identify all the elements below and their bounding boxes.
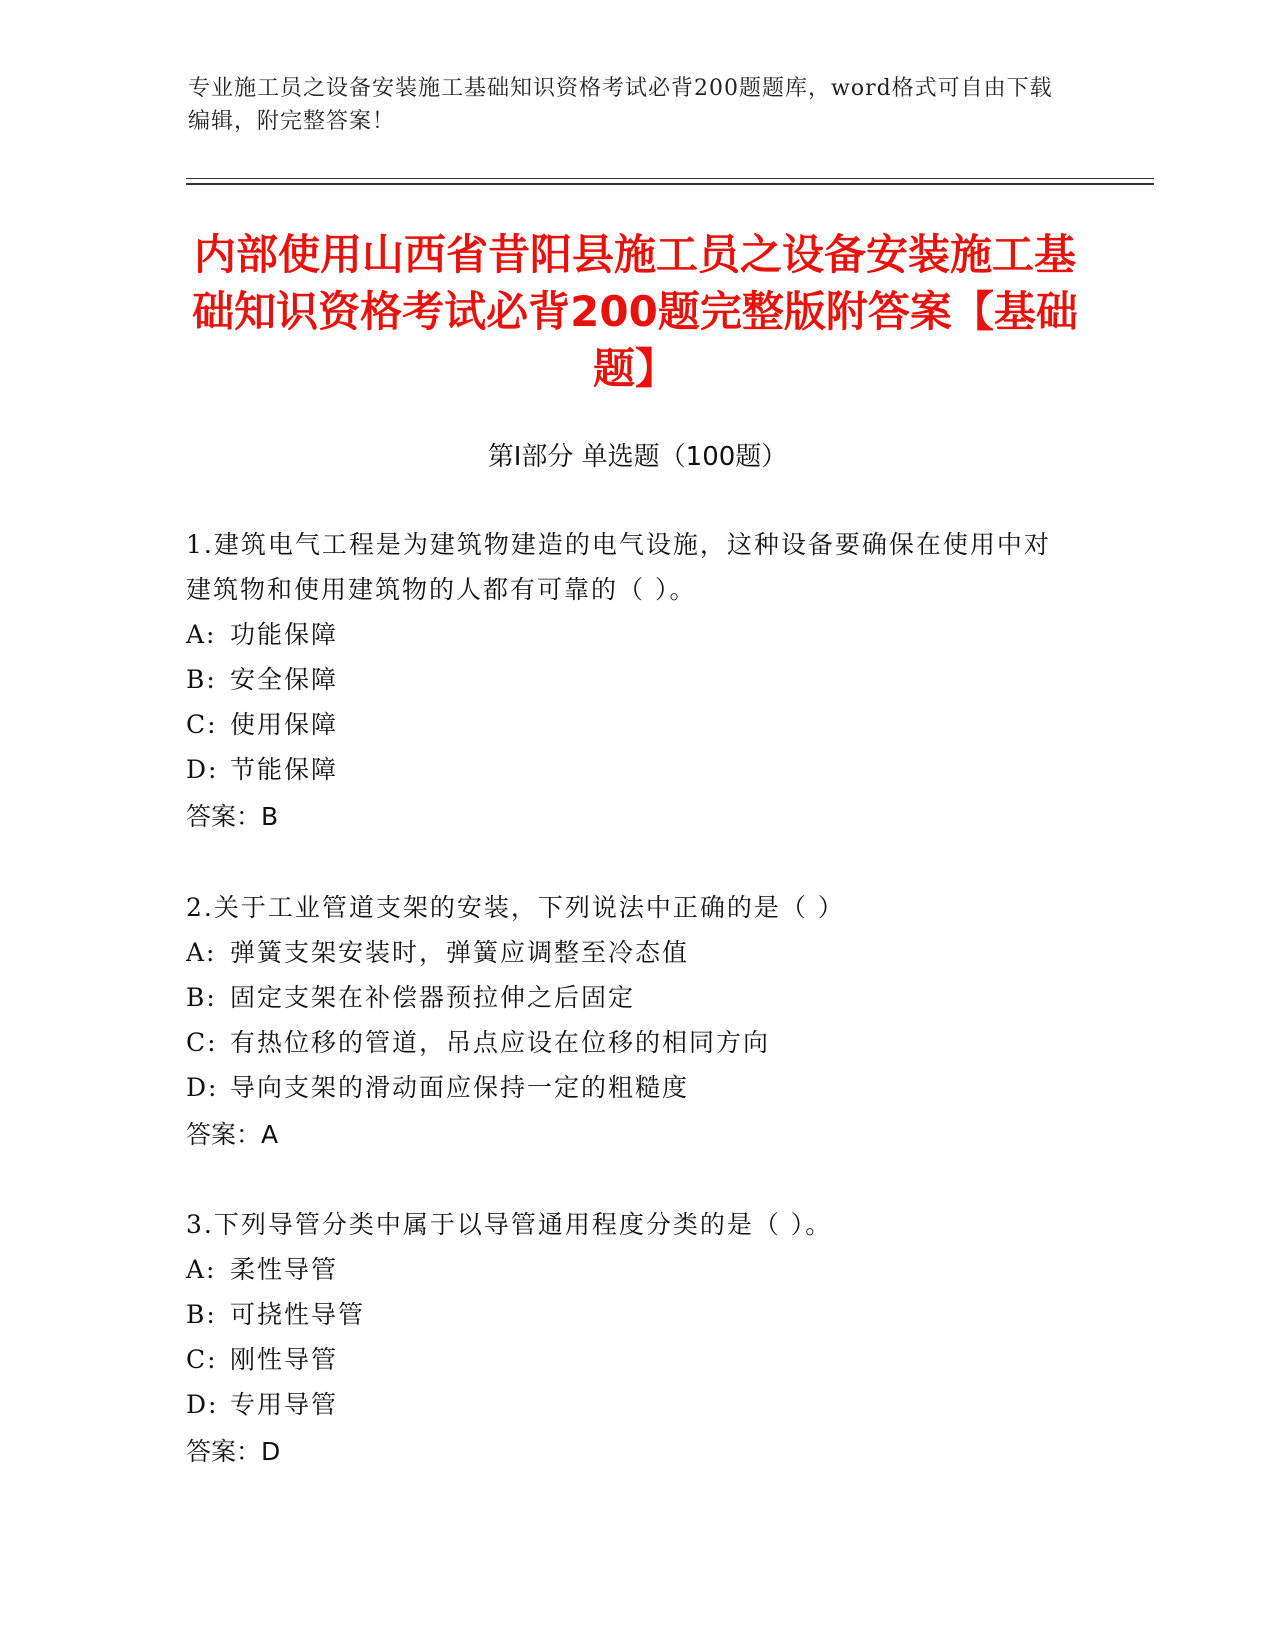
header-note: 专业施工员之设备安装施工基础知识资格考试必背200题题库，word格式可自由下载编辑，附完整答案！ — [188, 76, 1053, 134]
question-stem: 3.下列导管分类中属于以导管通用程度分类的是（ ）。 — [186, 1210, 833, 1239]
option-text: 固定支架在补偿器预拉伸之后固定 — [230, 983, 636, 1012]
option-d — [186, 1382, 1066, 1427]
option-c — [186, 1020, 1066, 1065]
option-d — [186, 747, 1066, 792]
option-text: 刚性导管 — [230, 1345, 339, 1374]
option-letter: A: — [186, 1255, 217, 1284]
header-rule-thick — [186, 183, 1154, 185]
option-letter: B: — [186, 983, 217, 1012]
question-stem: 1.建筑电气工程是为建筑物建造的电气设施，这种设备要确保在使用中对建筑物和使用建筑物的人都有可靠的（ ）。 — [186, 530, 1051, 604]
answer-line: 答案：B — [186, 802, 279, 831]
option-a — [186, 1247, 1066, 1292]
option-letter: B: — [186, 665, 217, 694]
option-text: 功能保障 — [230, 620, 339, 649]
answer-line: 答案：D — [186, 1437, 281, 1466]
option-list — [186, 612, 1066, 792]
section-heading: 第Ⅰ部分 单选题（100题） — [487, 442, 788, 472]
option-list — [186, 930, 1066, 1110]
option-a — [186, 612, 1066, 657]
option-text: 导向支架的滑动面应保持一定的粗糙度 — [230, 1073, 690, 1102]
option-b — [186, 1292, 1066, 1337]
option-text: 安全保障 — [230, 665, 339, 694]
option-letter: D: — [186, 755, 219, 784]
question-stem: 2.关于工业管道支架的安装，下列说法中正确的是（ ） — [186, 893, 845, 922]
option-letter: C: — [186, 710, 218, 739]
option-text: 使用保障 — [230, 710, 339, 739]
option-d — [186, 1065, 1066, 1110]
option-letter: D: — [186, 1073, 219, 1102]
option-letter: A: — [186, 620, 217, 649]
option-text: 弹簧支架安装时，弹簧应调整至冷态值 — [230, 938, 690, 967]
option-letter: C: — [186, 1345, 218, 1374]
option-b — [186, 657, 1066, 702]
option-text: 柔性导管 — [230, 1255, 339, 1284]
option-letter: B: — [186, 1300, 217, 1329]
option-list — [186, 1247, 1066, 1427]
option-text: 节能保障 — [230, 755, 339, 784]
option-c — [186, 702, 1066, 747]
option-a — [186, 930, 1066, 975]
option-text: 专用导管 — [230, 1390, 339, 1419]
option-letter: A: — [186, 938, 217, 967]
option-letter: D: — [186, 1390, 219, 1419]
option-b — [186, 975, 1066, 1020]
option-c — [186, 1337, 1066, 1382]
question-2 — [186, 885, 1066, 1157]
document-title: 内部使用山西省昔阳县施工员之设备安装施工基础知识资格考试必背200题完整版附答案【基础题】 — [192, 230, 1078, 393]
option-letter: C: — [186, 1028, 218, 1057]
question-1 — [186, 522, 1066, 839]
option-text: 有热位移的管道，吊点应设在位移的相同方向 — [230, 1028, 771, 1057]
question-3 — [186, 1202, 1066, 1474]
answer-line: 答案：A — [186, 1120, 279, 1149]
header-rule-thin — [186, 178, 1154, 179]
option-text: 可挠性导管 — [230, 1300, 366, 1329]
